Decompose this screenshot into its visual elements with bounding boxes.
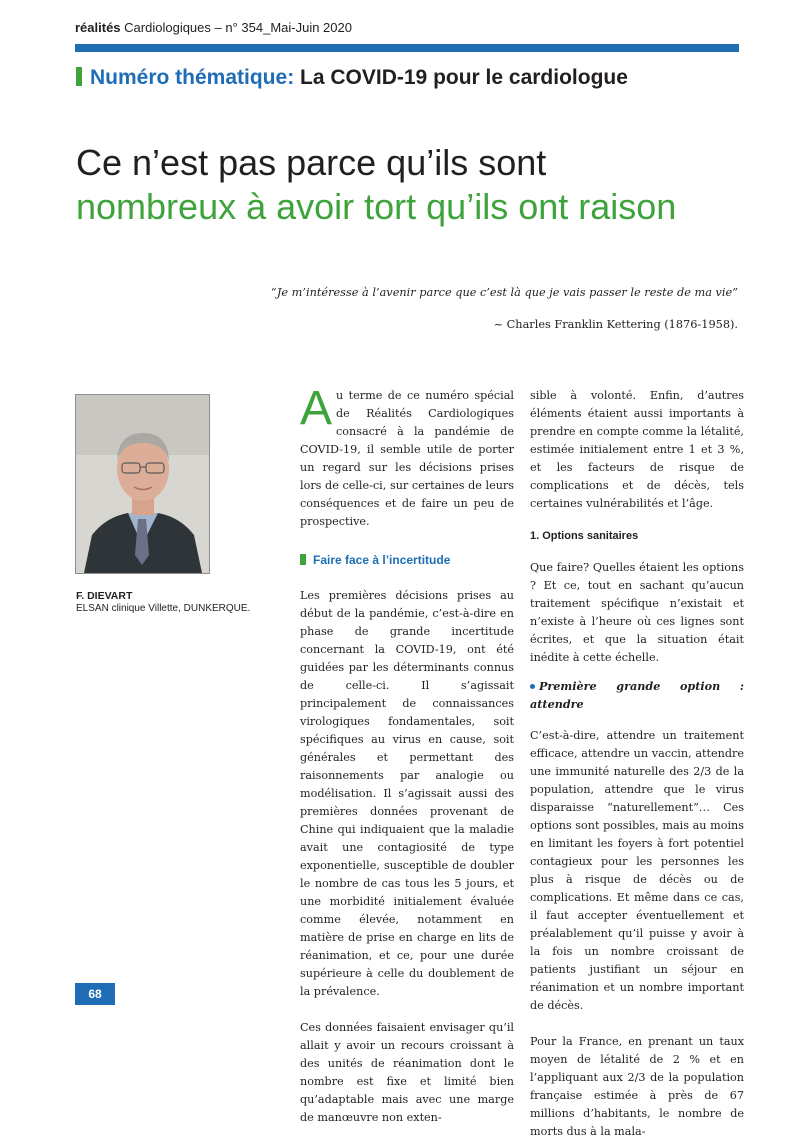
title-line-1: Ce n’est pas parce qu’ils sont (76, 142, 547, 183)
subheading-option-wait (530, 677, 744, 713)
paragraph: Pour la France, en prenant un taux moyen de létalité de 2 % et en l’appliquant aux 2/3 de la population française estimée à près de 67 millions d’habitants, le nombre de morts dus à la mala- (530, 1035, 744, 1138)
author-name: F. DIEVART (76, 590, 133, 602)
journal-name: Cardiologiques (124, 20, 211, 35)
text-column-1 (300, 382, 514, 1127)
paragraph: sible à volonté. Enfin, d’autres éléments étaient aussi importants à prendre en compte comme la létalité, estimée initialement entre 1 et 3 %, et les facteurs de risque de complications et de décès, tels certaines vulnérabilités et l’âge. (530, 389, 744, 510)
paragraph: Les premières décisions prises au début de la pandémie, c’est-à-dire en phase de grande incertitude concernant la COVID-19, ont été guidées par les déterminants connus de celle-ci. Il s’agissait principalement de connaissances virologiques fondamentales, soit spécifiques au virus en cause, soit générales et permettant des raisonnements par analogie ou modélisation. Il s’agissait aussi des premières données provenant de Chine qui indiquaient que la maladie avait une contagiosité de type exponentielle, susceptible de doubler le nombre de cas tous les 5 jours, et une morbidité initialement évaluée comme élevée, notamment en matière de prise en charge en lits de réanimation, et ce, pour une durée supérieure à celle du doublement de la prévalence. (300, 589, 514, 998)
brand: réalités (75, 20, 121, 35)
epigraph-author: ~ Charles Franklin Kettering (1876-1958). (493, 318, 738, 331)
section-marker (76, 67, 82, 86)
subheading-text: Faire face à l’incertitude (313, 553, 451, 567)
epigraph-quote: “Je m’intéresse à l’avenir parce que c’est là que je vais passer le reste de ma vie” (270, 286, 738, 299)
paragraph: C’est-à-dire, attendre un traitement efficace, attendre un vaccin, attendre une immunité naturelle des 2/3 de la population, attendre que le virus disparaisse “naturellement”… Ces options sont possibles, mais au moins en limitant les foyers à fort potentiel contagieux pour les personnes les plus à risque de décès ou de complications. Et même dans ce cas, il faut accepter éventuellement et préalablement qu’il puisse y avoir à la fois un nombre croissant de patients justifiant un séjour en réanimation et un nombre important de décès. (530, 729, 744, 1012)
section-label: Numéro thématique: (90, 66, 295, 89)
paragraph-gap (300, 1001, 514, 1019)
subheading-marker (300, 554, 306, 565)
subheading-options: 1. Options sanitaires (530, 530, 639, 542)
author-photo (75, 394, 210, 574)
article-title (76, 141, 676, 229)
running-head (75, 20, 352, 35)
drop-cap: A (300, 382, 333, 435)
subheading-uncertainty (300, 551, 514, 569)
title-line-2: nombreux à avoir tort qu’ils ont raison (76, 186, 677, 227)
paragraph: Que faire? Quelles étaient les options ? Et ce, tout en sachant qu’aucun traitement spécifique n’existait et n’existe à l’heure où ces lignes sont écrites, et que la situation était inédite à cette échelle. (530, 561, 744, 664)
text-column-2 (530, 387, 744, 1141)
portrait-image (76, 395, 209, 573)
author-affiliation: ELSAN clinique Villette, DUNKERQUE. (76, 603, 251, 614)
intro-text: u terme de ce numéro spécial de Réalités Cardiologiques consacré à la pandémie de COVID-19, il semble utile de porter un regard sur les décisions prises lors de celle-ci, sur certaines de leurs conséquences et de faire un peu de prospective. (300, 389, 514, 528)
section-title: La COVID-19 pour le cardiologue (300, 66, 628, 89)
paragraph-gap (530, 1015, 744, 1033)
paragraph: Ces données faisaient envisager qu’il allait y avoir un recours croissant à des unités de réanimation dont le nombre est fixe et limité bien qu’adaptable mais avec une marge de manœuvre non exten- (300, 1021, 514, 1124)
intro-paragraph (300, 382, 514, 531)
issue-info: – n° 354_Mai-Juin 2020 (210, 20, 352, 35)
header-rule (75, 44, 739, 52)
bullet-dot (530, 684, 535, 689)
subheading-text: Première grande option : attendre (530, 679, 744, 711)
page-number: 68 (75, 983, 115, 1005)
section-heading (76, 66, 628, 90)
